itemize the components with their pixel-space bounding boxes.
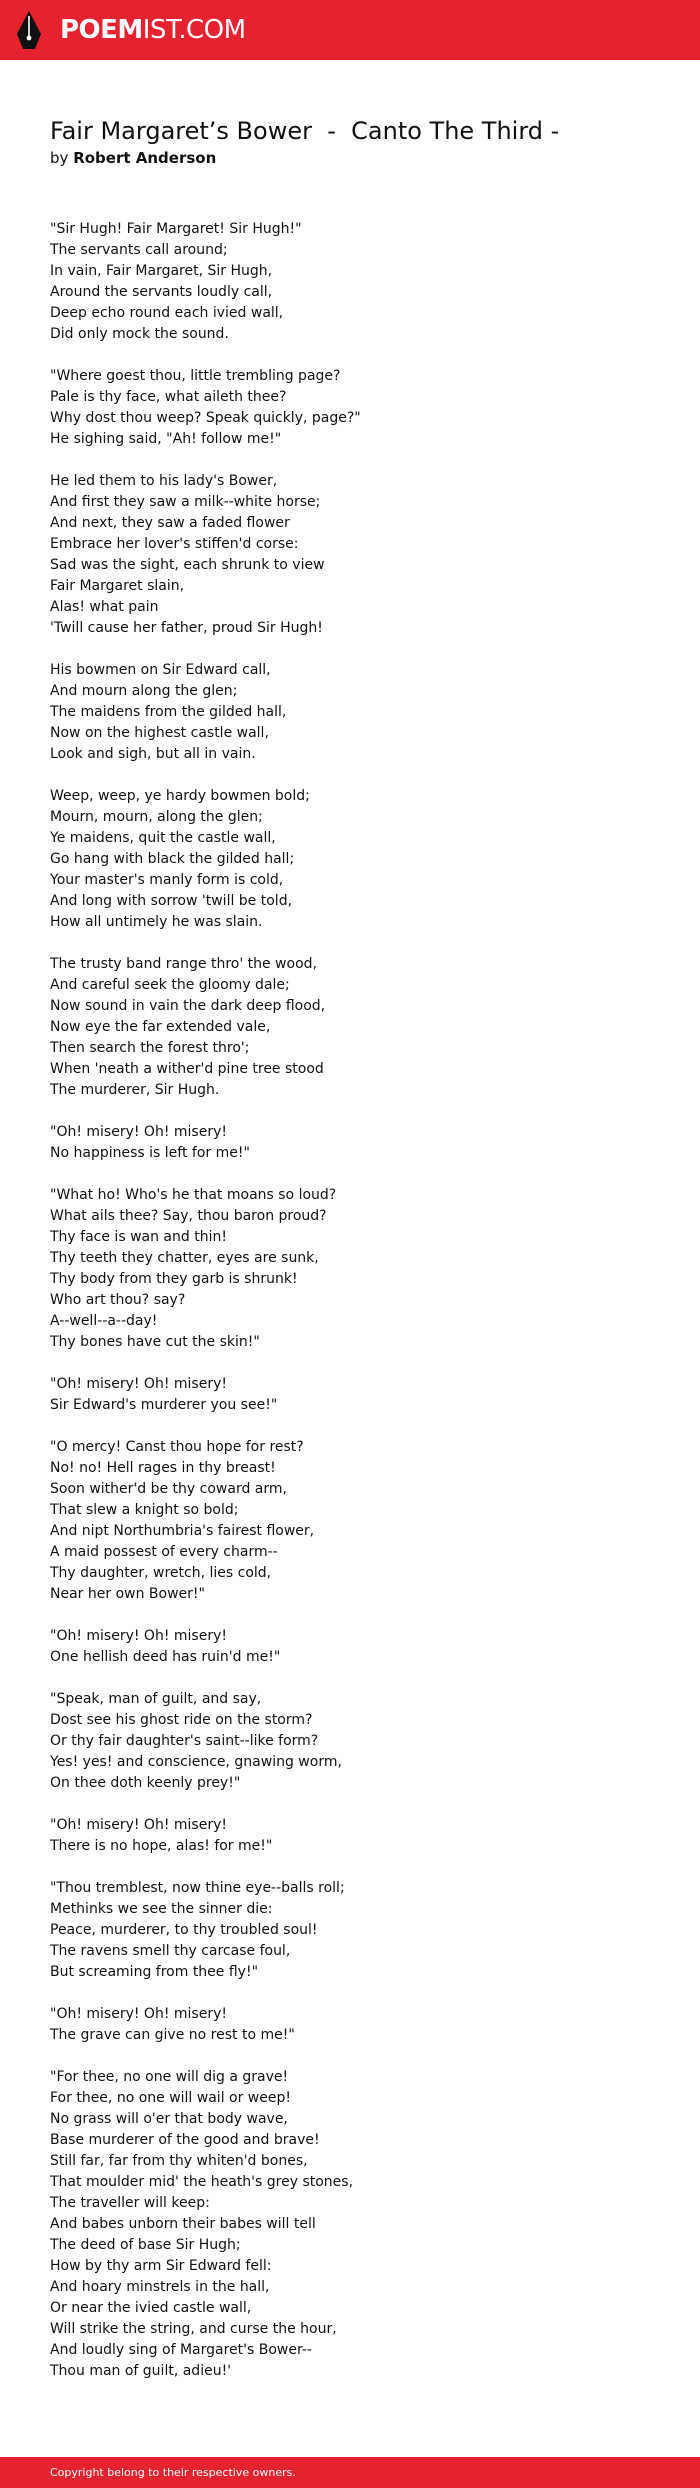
poem-line: And loudly sing of Margaret's Bower--: [50, 2342, 312, 2358]
poem-line: Your master's manly form is cold,: [50, 872, 284, 888]
poem-line: That moulder mid' the heath's grey stones,: [50, 2174, 354, 2190]
poem-line: The maidens from the gilded hall,: [50, 704, 287, 720]
poem-byline: [50, 147, 216, 169]
logo-text-light: IST.COM: [142, 15, 246, 45]
poem-stanza: [50, 366, 670, 450]
logo-text-bold: POEM: [60, 15, 143, 45]
poem-author[interactable]: Robert Anderson: [73, 149, 217, 167]
poem-line: Now sound in vain the dark deep flood,: [50, 998, 326, 1014]
poem-line: Peace, murderer, to thy troubled soul!: [50, 1922, 318, 1938]
poem-line: Or thy fair daughter's saint--like form?: [50, 1733, 319, 1749]
poem-stanza: [50, 1878, 670, 1983]
poem-stanza: [50, 219, 670, 345]
poem-line: "Where goest thou, little trembling page?: [50, 368, 341, 384]
poem-line: Thy bones have cut the skin!": [50, 1334, 260, 1350]
poem-line: "Sir Hugh! Fair Margaret! Sir Hugh!": [50, 221, 302, 237]
poem-line: "For thee, no one will dig a grave!: [50, 2069, 289, 2085]
poem-line: His bowmen on Sir Edward call,: [50, 662, 271, 678]
poem-line: Yes! yes! and conscience, gnawing worm,: [50, 1754, 342, 1770]
poem-line: He led them to his lady's Bower,: [50, 473, 278, 489]
poem-line: And hoary minstrels in the hall,: [50, 2279, 270, 2295]
site-logo[interactable]: [14, 10, 246, 50]
poem-stanza: [50, 2004, 670, 2046]
poem-line: "Oh! misery! Oh! misery!: [50, 1628, 227, 1644]
poem-line: And careful seek the gloomy dale;: [50, 977, 290, 993]
poem-line: And nipt Northumbria's fairest flower,: [50, 1523, 315, 1539]
poem-line: One hellish deed has ruin'd me!": [50, 1649, 281, 1665]
poem-stanza: [50, 1374, 670, 1416]
poem-line: Alas! what pain: [50, 599, 159, 615]
poem-line: The deed of base Sir Hugh;: [50, 2237, 241, 2253]
poem-line: Thy teeth they chatter, eyes are sunk,: [50, 1250, 319, 1266]
poem-line: Did only mock the sound.: [50, 326, 229, 342]
poem-stanza: [50, 1689, 670, 1794]
poem-line: Sad was the sight, each shrunk to view: [50, 557, 325, 573]
poem-line: The traveller will keep:: [50, 2195, 210, 2211]
site-header: [0, 0, 700, 60]
poem-line: Soon wither'd be thy coward arm,: [50, 1481, 287, 1497]
poem-line: Now on the highest castle wall,: [50, 725, 269, 741]
poem-line: Will strike the string, and curse the hour,: [50, 2321, 337, 2337]
poem-line: "Oh! misery! Oh! misery!: [50, 1817, 227, 1833]
poem-line: Then search the forest thro';: [50, 1040, 250, 1056]
poem-line: No grass will o'er that body wave,: [50, 2111, 288, 2127]
poem-line: How all untimely he was slain.: [50, 914, 263, 930]
poem-line: For thee, no one will wail or weep!: [50, 2090, 291, 2106]
poem-line: Embrace her lover's stiffen'd corse:: [50, 536, 299, 552]
poem-line: Fair Margaret slain,: [50, 578, 185, 594]
poem-line: "Thou tremblest, now thine eye--balls roll;: [50, 1880, 345, 1896]
poem-stanza: [50, 1437, 670, 1605]
poem-line: Or near the ivied castle wall,: [50, 2300, 252, 2316]
by-label: by: [50, 149, 69, 167]
poem-line: "What ho! Who's he that moans so loud?: [50, 1187, 337, 1203]
poem-line: Go hang with black the gilded hall;: [50, 851, 295, 867]
poem-line: Now eye the far extended vale,: [50, 1019, 271, 1035]
poem-line: No happiness is left for me!": [50, 1145, 250, 1161]
poem-line: He sighing said, "Ah! follow me!": [50, 431, 282, 447]
poem-line: The murderer, Sir Hugh.: [50, 1082, 220, 1098]
poem-line: "Oh! misery! Oh! misery!: [50, 1124, 227, 1140]
poem-line: The servants call around;: [50, 242, 228, 258]
poem-line: Thy body from they garb is shrunk!: [50, 1271, 298, 1287]
poem-stanza: [50, 954, 670, 1101]
poem-line: That slew a knight so bold;: [50, 1502, 239, 1518]
poem-line: Thou man of guilt, adieu!': [50, 2363, 232, 2379]
poem-line: Weep, weep, ye hardy bowmen bold;: [50, 788, 310, 804]
poem-line: Look and sigh, but all in vain.: [50, 746, 256, 762]
poem-line: No! no! Hell rages in thy breast!: [50, 1460, 276, 1476]
poem-line: 'Twill cause her father, proud Sir Hugh!: [50, 620, 323, 636]
poem-line: Why dost thou weep? Speak quickly, page?": [50, 410, 361, 426]
poem-line: Deep echo round each ivied wall,: [50, 305, 284, 321]
logo-text: [60, 10, 246, 50]
poem-line: The grave can give no rest to me!": [50, 2027, 295, 2043]
poem-line: And long with sorrow 'twill be told,: [50, 893, 293, 909]
site-footer: [0, 2457, 700, 2488]
poem-line: "Speak, man of guilt, and say,: [50, 1691, 262, 1707]
poem-line: But screaming from thee fly!": [50, 1964, 259, 1980]
poem-stanza: [50, 1122, 670, 1164]
poem-line: A maid possest of every charm--: [50, 1544, 278, 1560]
poem-line: Pale is thy face, what aileth thee?: [50, 389, 287, 405]
poem-line: On thee doth keenly prey!": [50, 1775, 241, 1791]
poem-line: Ye maidens, quit the castle wall,: [50, 830, 276, 846]
pen-nib-icon: [14, 10, 44, 50]
poem-line: "O mercy! Canst thou hope for rest?: [50, 1439, 304, 1455]
poem-line: What ails thee? Say, thou baron proud?: [50, 1208, 327, 1224]
poem-line: And next, they saw a faded flower: [50, 515, 290, 531]
poem-line: When 'neath a wither'd pine tree stood: [50, 1061, 324, 1077]
poem-stanza: [50, 1626, 670, 1668]
poem-stanza: [50, 786, 670, 933]
poem-stanza: [50, 2067, 670, 2382]
poem-line: "Oh! misery! Oh! misery!: [50, 1376, 227, 1392]
poem-line: Dost see his ghost ride on the storm?: [50, 1712, 313, 1728]
poem-line: Base murderer of the good and brave!: [50, 2132, 320, 2148]
poem-line: There is no hope, alas! for me!": [50, 1838, 273, 1854]
poem-line: And mourn along the glen;: [50, 683, 238, 699]
poem-line: In vain, Fair Margaret, Sir Hugh,: [50, 263, 273, 279]
poem-line: Near her own Bower!": [50, 1586, 205, 1602]
poem-stanza: [50, 660, 670, 765]
poem-line: A--well--a--day!: [50, 1313, 158, 1329]
poem-line: And first they saw a milk--white horse;: [50, 494, 321, 510]
poem-line: Still far, far from thy whiten'd bones,: [50, 2153, 308, 2169]
poem-body: [50, 219, 670, 2403]
poem-line: "Oh! misery! Oh! misery!: [50, 2006, 227, 2022]
poem-stanza: [50, 1185, 670, 1353]
poem-stanza: [50, 1815, 670, 1857]
poem-title: Fair Margaret’s Bower - Canto The Third -: [50, 117, 560, 145]
poem-line: Around the servants loudly call,: [50, 284, 273, 300]
poem-line: Thy daughter, wretch, lies cold,: [50, 1565, 272, 1581]
copyright-text: Copyright belong to their respective owners.: [50, 2466, 296, 2479]
poem-line: Methinks we see the sinner die:: [50, 1901, 273, 1917]
poem-line: Mourn, mourn, along the glen;: [50, 809, 263, 825]
poem-line: Who art thou? say?: [50, 1292, 186, 1308]
poem-line: Thy face is wan and thin!: [50, 1229, 227, 1245]
poem-line: The ravens smell thy carcase foul,: [50, 1943, 291, 1959]
poem-stanza: [50, 471, 670, 639]
poem-line: Sir Edward's murderer you see!": [50, 1397, 278, 1413]
poem-line: How by thy arm Sir Edward fell:: [50, 2258, 272, 2274]
poem-line: The trusty band range thro' the wood,: [50, 956, 317, 972]
poem-line: And babes unborn their babes will tell: [50, 2216, 316, 2232]
